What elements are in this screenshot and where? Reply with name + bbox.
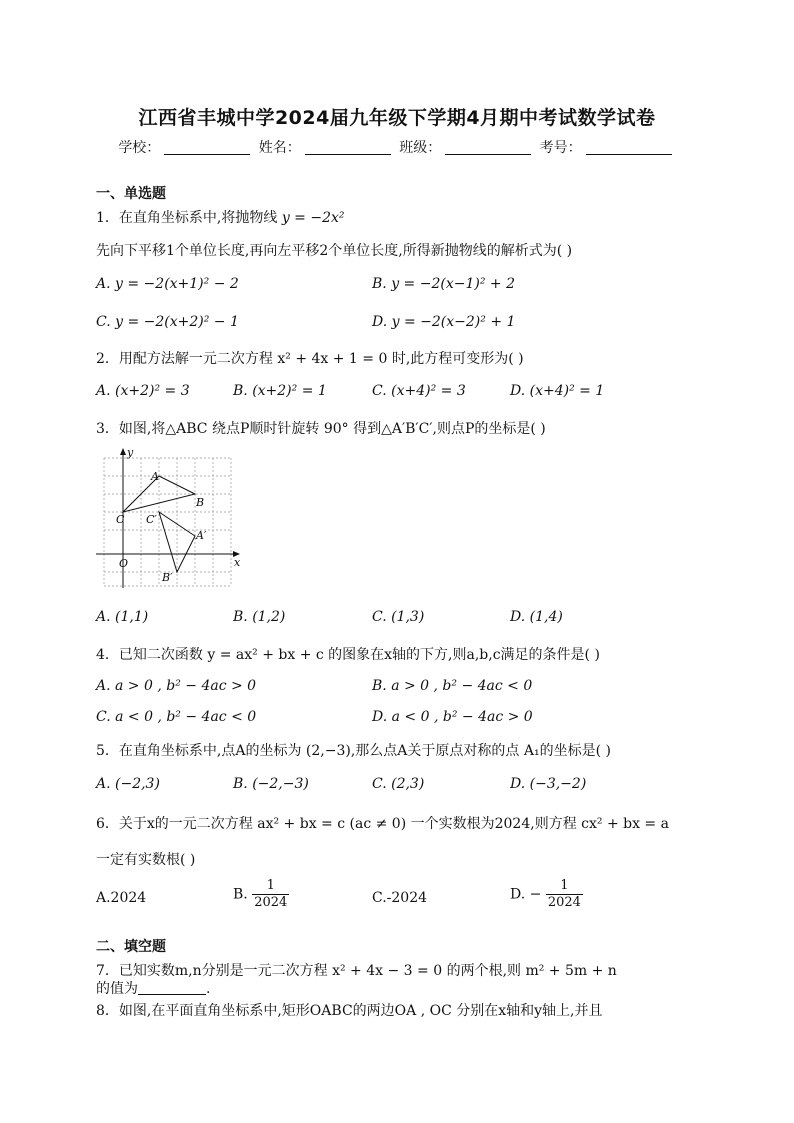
label-c: C xyxy=(116,513,125,526)
q7-answer-blank[interactable] xyxy=(138,982,206,995)
q6-option-b-prefix: B. xyxy=(233,886,248,903)
q5-option-c[interactable]: C. (2,3) xyxy=(372,776,425,792)
q4-option-b[interactable]: B. a > 0 , b² − 4ac < 0 xyxy=(372,678,533,694)
q1-stem xyxy=(96,207,345,227)
q4-option-c[interactable]: C. a < 0 , b² − 4ac < 0 xyxy=(96,709,257,725)
q8-stem: 8．如图,在平面直角坐标系中,矩形OABC的两边OA , OC 分别在x轴和y轴上,并且 xyxy=(96,1003,603,1019)
name-label: 姓名： xyxy=(258,140,301,156)
q3-stem: 3．如图,将△ABC 绕点P顺时针旋转 90° 得到△A′B′C′,则点P的坐标是( ) xyxy=(96,421,546,437)
q6-option-d-prefix: D. − xyxy=(510,886,542,903)
q5-stem: 5．在直角坐标系中,点A的坐标为 (2,−3),那么点A关于原点对称的点 A₁的坐标是( ) xyxy=(96,743,611,759)
class-label: 班级： xyxy=(399,140,442,156)
q1-stem-continued: 先向下平移1个单位长度,再向左平移2个单位长度,所得新抛物线的解析式为( ) xyxy=(96,243,573,259)
q6-option-b[interactable] xyxy=(233,878,289,911)
number-label: 考号： xyxy=(539,140,582,156)
q3-option-d[interactable]: D. (1,4) xyxy=(510,609,563,625)
q7-stem: 7．已知实数m,n分别是一元二次方程 x² + 4x − 3 = 0 的两个根,则 m² + 5m + n xyxy=(96,963,617,979)
q7-stem-text: 的值为 xyxy=(96,981,138,997)
q1-option-a[interactable]: A. y = −2(x+1)² − 2 xyxy=(96,276,239,292)
q6-stem: 6．关于x的一元二次方程 ax² + bx = c (ac ≠ 0) 一个实数根为2024,则方程 cx² + bx = a xyxy=(96,816,669,832)
q7-stem-continued xyxy=(96,978,210,998)
q1-stem-formula: y = −2x² xyxy=(281,210,345,226)
q3-option-a[interactable]: A. (1,1) xyxy=(96,609,149,625)
exam-title: 江西省丰城中学2024届九年级下学期4月期中考试数学试卷 xyxy=(138,107,656,129)
school-blank[interactable] xyxy=(164,140,250,155)
school-label: 学校： xyxy=(118,140,161,156)
label-b: B xyxy=(196,496,205,509)
q6-option-c[interactable]: C.-2024 xyxy=(372,890,428,906)
q2-stem: 2．用配方法解一元二次方程 x² + 4x + 1 = 0 时,此方程可变形为( ) xyxy=(96,351,524,367)
q2-option-d[interactable]: D. (x+4)² = 1 xyxy=(510,383,605,399)
q2-option-b[interactable]: B. (x+2)² = 1 xyxy=(233,383,327,399)
q5-option-a[interactable]: A. (−2,3) xyxy=(96,776,160,792)
q2-option-a[interactable]: A. (x+2)² = 3 xyxy=(96,383,190,399)
label-y: y xyxy=(127,446,134,459)
label-origin: O xyxy=(119,557,129,570)
q3-option-b[interactable]: B. (1,2) xyxy=(233,609,286,625)
label-b-prime: B′ xyxy=(162,571,173,584)
q4-option-d[interactable]: D. a < 0 , b² − 4ac > 0 xyxy=(372,709,533,725)
fraction-numerator: 1 xyxy=(252,878,289,895)
q6-stem-continued: 一定有实数根( ) xyxy=(96,852,196,868)
fraction-denominator: 2024 xyxy=(547,895,581,910)
q1-stem-text: 1．在直角坐标系中,将抛物线 xyxy=(96,210,278,226)
q1-option-b[interactable]: B. y = −2(x−1)² + 2 xyxy=(372,276,515,292)
section-heading-single-choice: 一、单选题 xyxy=(96,186,166,202)
q6-option-b-fraction xyxy=(252,878,289,911)
label-c-prime: C′ xyxy=(146,513,157,526)
label-a: A xyxy=(151,470,159,483)
fraction-denominator: 2024 xyxy=(254,895,288,910)
q4-stem: 4．已知二次函数 y = ax² + bx + c 的图象在x轴的下方,则a,b,c满足的条件是( ) xyxy=(96,647,600,663)
fraction-numerator: 1 xyxy=(546,878,583,895)
q3-option-c[interactable]: C. (1,3) xyxy=(372,609,425,625)
q1-option-d[interactable]: D. y = −2(x−2)² + 1 xyxy=(372,314,516,330)
q3-grid-figure xyxy=(96,446,246,594)
q5-option-b[interactable]: B. (−2,−3) xyxy=(233,776,309,792)
q1-option-c[interactable]: C. y = −2(x+2)² − 1 xyxy=(96,314,239,330)
section-heading-fill-blank: 二、填空题 xyxy=(96,939,166,955)
q7-stem-end: . xyxy=(206,981,211,997)
q5-option-d[interactable]: D. (−3,−2) xyxy=(510,776,587,792)
student-info-row xyxy=(0,137,794,157)
number-blank[interactable] xyxy=(586,140,672,155)
label-x: x xyxy=(234,556,241,569)
q2-option-c[interactable]: C. (x+4)² = 3 xyxy=(372,383,466,399)
class-blank[interactable] xyxy=(445,140,531,155)
q4-option-a[interactable]: A. a > 0 , b² − 4ac > 0 xyxy=(96,678,257,694)
q6-option-a[interactable]: A.2024 xyxy=(96,890,147,906)
q6-option-d-fraction xyxy=(546,878,583,911)
name-blank[interactable] xyxy=(305,140,391,155)
q6-option-d[interactable] xyxy=(510,878,583,911)
label-a-prime: A′ xyxy=(196,529,207,542)
